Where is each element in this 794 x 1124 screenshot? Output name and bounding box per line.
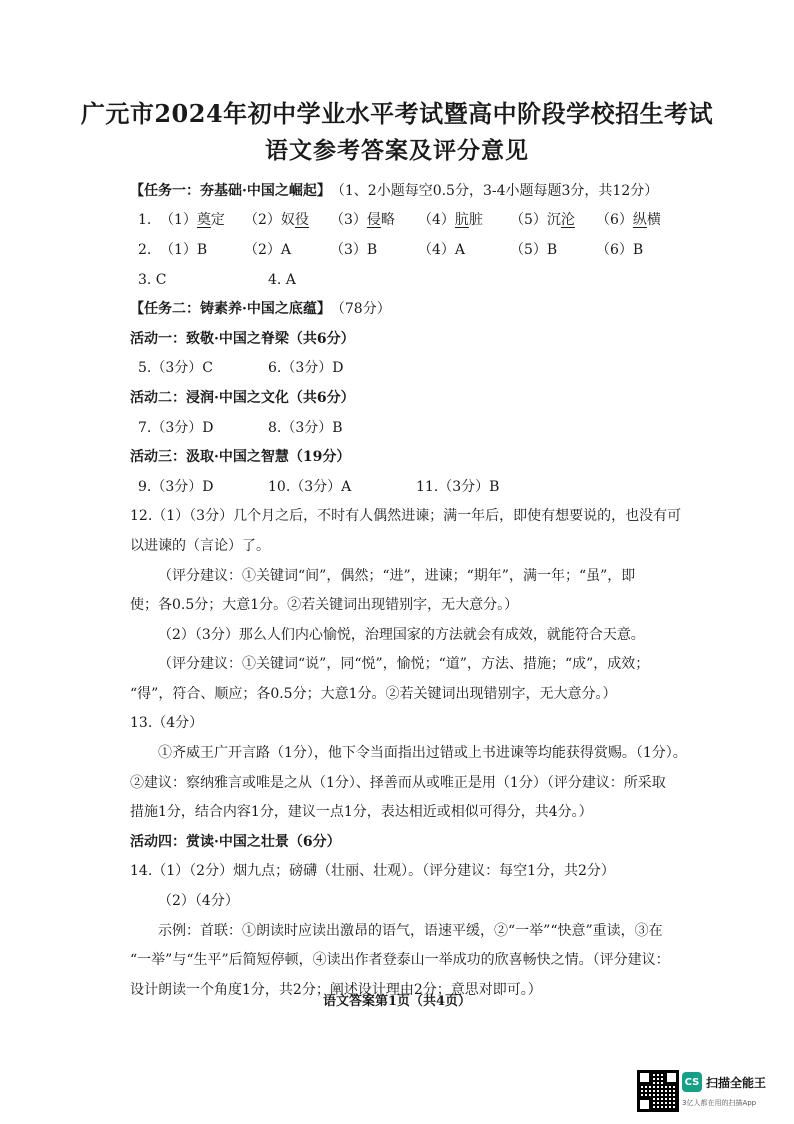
q2-row: [130, 235, 720, 265]
q12-2-eval-line2: “得”，符合、顺应；各0.5分；大意1分。②若关键词出现错别字，无大意分。）: [130, 685, 617, 702]
activity3-heading: 活动三：汲取·中国之智慧（19分）: [130, 449, 351, 466]
q7-answer: 7.（3分）D: [138, 419, 214, 436]
q12-1-eval-line2: 使；各0.5分；大意1分。②若关键词出现错别字，无大意分。）: [130, 597, 519, 614]
q12-1-eval-line1: （评分建议：①关键词“间”，偶然；“进”，进谏；“期年”，满一年；“虽”，即: [158, 567, 636, 584]
q7-q8-row: [130, 413, 720, 443]
q14-2-heading: （2）（4分）: [158, 893, 239, 910]
q6-answer: 6.（3分）D: [268, 360, 344, 377]
q13-answer-line2: ②建议：察纳雅言或唯是之从（1分）、择善而从或唯正是用（1分）（评分建议：所采取: [130, 774, 666, 791]
q12-2-answer: （2）（3分）那么人们内心愉悦，治理国家的方法就会有成效，就能符合天意。: [158, 626, 645, 643]
q9-answer: 9.（3分）D: [138, 478, 214, 495]
q1-item: （4）肮脏: [418, 212, 483, 229]
q12-2-eval-line1: （评分建议：①关键词“说”，同“悦”，愉悦；“道”，方法、措施；“成”，成效；: [158, 656, 650, 673]
task1-heading-line: [130, 176, 720, 206]
q1-item: （6）纵横: [596, 212, 661, 229]
qr-code-icon: [637, 1070, 679, 1112]
q5-answer: 5.（3分）C: [138, 360, 213, 377]
task2-heading: 【任务二：铸素养·中国之底蕴】: [130, 301, 331, 318]
q2-item: （4）A: [418, 241, 466, 258]
q14-2-answer-line3: 设计朗读一个角度1分，共2分；阐述设计理由2分；意思对即可。）: [130, 981, 542, 998]
answer-content: [130, 176, 720, 1005]
activity4-heading: 活动四：赏读·中国之壮景（6分）: [130, 833, 341, 850]
q13-answer-line1: ①齐威王广开言路（1分），他下令当面指出过错或上书进谏等均能获得赏赐。（1分）。: [158, 745, 687, 762]
scanner-app-name: 扫描全能王: [706, 1076, 767, 1090]
task2-heading-line: [130, 294, 720, 324]
q5-q6-row: [130, 354, 720, 384]
q14-1-answer: 14.（1）（2分）烟九点；磅礴（壮丽、壮观）。（评分建议：每空1分，共2分）: [130, 863, 615, 880]
exam-subtitle: 语文参考答案及评分意见: [265, 137, 529, 164]
q1-number: 1.: [138, 212, 152, 229]
q4-answer: 4. A: [268, 271, 296, 288]
q2-item: （3）B: [330, 241, 378, 258]
q14-2-answer-line2: “一举”与“生平”后简短停顿，④读出作者登泰山一举成功的欣喜畅快之情。（评分建议：: [130, 952, 670, 969]
task1-note: （1、2小题每空0.5分，3-4小题每题3分，共12分）: [330, 182, 659, 199]
q1-item: （3）侵略: [330, 212, 395, 229]
q2-number: 2.: [138, 241, 152, 258]
q1-row: [130, 206, 720, 236]
q1-item: （5）沉沦: [510, 212, 575, 229]
q12-1-answer-line1: 12.（1）（3分）几个月之后，不时有人偶然进谏；满一年后，即使有想要说的，也没有可: [130, 508, 682, 525]
q14-2-answer-line1: 示例：首联：①朗读时应读出激昂的语气，语速平缓，②“一举”“快意”重读，③在: [158, 922, 663, 939]
q11-answer: 11.（3分）B: [416, 478, 500, 495]
exam-title: 广元市2024年初中学业水平考试暨高中阶段学校招生考试: [80, 99, 714, 128]
q1-item: （1）奠定: [160, 212, 225, 229]
activity1-heading: 活动一：致敬·中国之脊梁（共6分）: [130, 330, 355, 347]
q13-heading: 13.（4分）: [130, 715, 204, 732]
q1-item: （2）奴役: [244, 212, 309, 229]
scanner-app-tagline: 3亿人都在用的扫描App: [682, 1099, 757, 1107]
camscanner-logo-icon: CS: [682, 1072, 702, 1092]
q8-answer: 8.（3分）B: [268, 419, 343, 436]
q9-q11-row: [130, 472, 720, 502]
task1-heading: 【任务一：夯基础·中国之崛起】: [130, 182, 331, 199]
page-footer: 语文答案第1页（共4页）: [322, 994, 472, 1009]
q3-q4-row: [130, 265, 720, 295]
q3-answer: 3. C: [138, 271, 167, 288]
q12-1-answer-line2: 以进谏的（言论）了。: [130, 537, 270, 554]
q2-item: （2）A: [244, 241, 292, 258]
q2-item: （6）B: [596, 241, 644, 258]
q10-answer: 10.（3分）A: [268, 478, 352, 495]
task2-note: （78分）: [330, 301, 391, 318]
q2-item: （1）B: [160, 241, 208, 258]
activity2-heading: 活动二：浸润·中国之文化（共6分）: [130, 389, 355, 406]
q2-item: （5）B: [510, 241, 558, 258]
q13-answer-line3: 措施1分，结合内容1分，建议一点1分，表达相近或相似可得分，共4分。）: [130, 804, 593, 821]
